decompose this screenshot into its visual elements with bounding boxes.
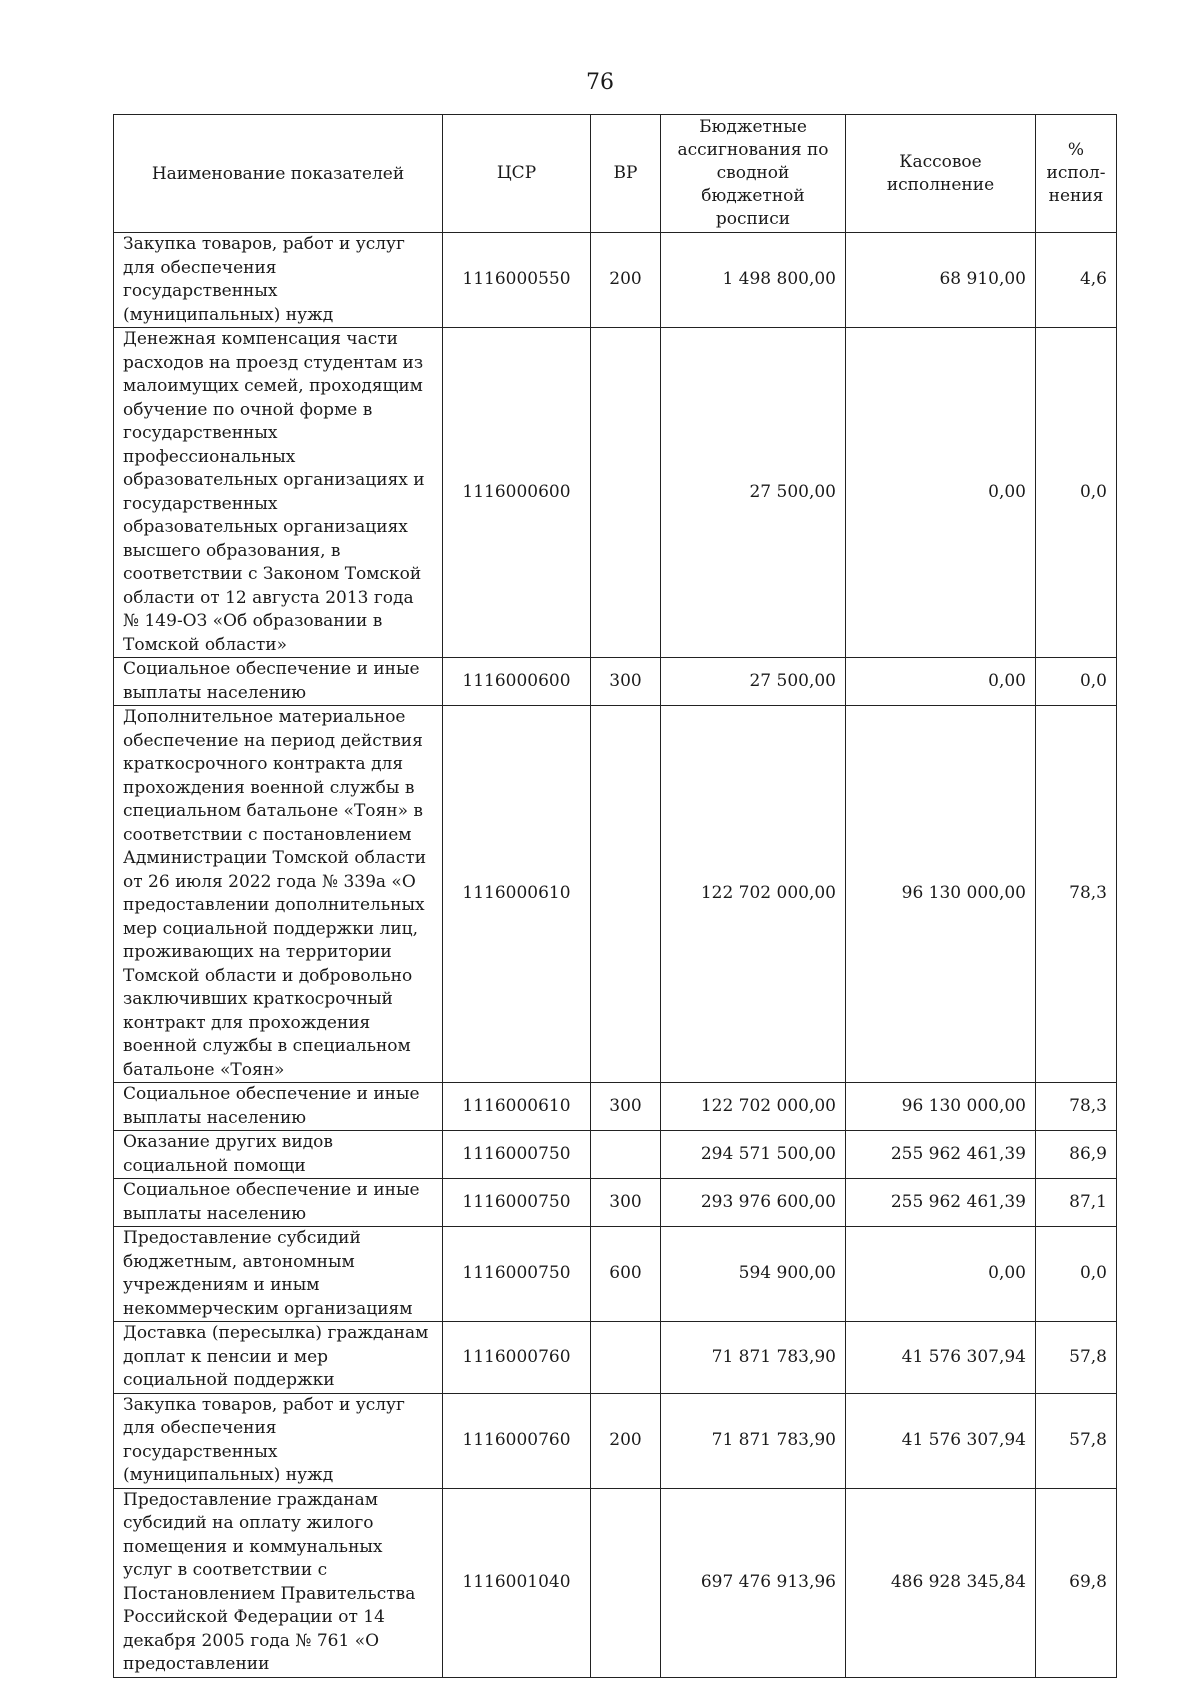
cell-budget: 294 571 500,00 [661,1131,846,1179]
table-row [114,1131,1117,1179]
cell-csr: 1116000760 [443,1393,591,1488]
table-header-row [114,115,1117,233]
cell-budget: 122 702 000,00 [661,1083,846,1131]
page-number: 76 [586,70,614,95]
header-budget: Бюджетные ассигнования по сводной бюджетной росписи [661,115,846,233]
cell-vr [591,328,661,658]
cell-csr: 1116000600 [443,658,591,706]
cell-csr: 1116000760 [443,1322,591,1394]
cell-budget: 27 500,00 [661,328,846,658]
cell-percent: 0,0 [1036,328,1117,658]
cell-name: Социальное обеспечение и иные выплаты населению [114,1083,443,1131]
cell-vr: 200 [591,233,661,328]
cell-percent: 78,3 [1036,1083,1117,1131]
table-row [114,1488,1117,1677]
cell-percent: 78,3 [1036,706,1117,1083]
cell-percent: 69,8 [1036,1488,1117,1677]
header-cash: Кассовое исполнение [846,115,1036,233]
cell-cash: 486 928 345,84 [846,1488,1036,1677]
cell-name: Социальное обеспечение и иные выплаты населению [114,1179,443,1227]
cell-name: Закупка товаров, работ и услуг для обеспечения государственных (муниципальных) нужд [114,233,443,328]
cell-name: Доставка (пересылка) гражданам доплат к пенсии и мер социальной поддержки [114,1322,443,1394]
cell-cash: 41 576 307,94 [846,1322,1036,1394]
cell-percent: 0,0 [1036,658,1117,706]
table-row [114,233,1117,328]
cell-vr [591,1322,661,1394]
cell-cash: 96 130 000,00 [846,706,1036,1083]
cell-percent: 4,6 [1036,233,1117,328]
budget-execution-table [113,114,1117,1678]
header-vr: ВР [591,115,661,233]
cell-percent: 0,0 [1036,1227,1117,1322]
cell-name: Дополнительное материальное обеспечение на период действия краткосрочного контракта для прохождения военной службы в специальном батальоне «Тоян» в соответствии с постановлением Администрации Томской области от 26 июля 2022 года № 339а «О предоставлении дополнительных мер социальной поддержки лиц, проживающих на территории Томской области и добровольно заключивших краткосрочный контракт для прохождения военной службы в специальном батальоне «Тоян» [114,706,443,1083]
cell-cash: 0,00 [846,1227,1036,1322]
cell-cash: 255 962 461,39 [846,1131,1036,1179]
cell-vr: 300 [591,1083,661,1131]
cell-csr: 1116000550 [443,233,591,328]
header-csr: ЦСР [443,115,591,233]
cell-vr: 600 [591,1227,661,1322]
cell-percent: 57,8 [1036,1393,1117,1488]
cell-csr: 1116000750 [443,1179,591,1227]
header-percent: % испол-нения [1036,115,1117,233]
cell-vr [591,1131,661,1179]
table-body [114,233,1117,1678]
table-row [114,1179,1117,1227]
table-row [114,1322,1117,1394]
cell-vr: 300 [591,658,661,706]
cell-cash: 96 130 000,00 [846,1083,1036,1131]
cell-csr: 1116000600 [443,328,591,658]
cell-percent: 86,9 [1036,1131,1117,1179]
cell-vr: 300 [591,1179,661,1227]
cell-cash: 41 576 307,94 [846,1393,1036,1488]
cell-csr: 1116001040 [443,1488,591,1677]
cell-budget: 122 702 000,00 [661,706,846,1083]
cell-cash: 0,00 [846,328,1036,658]
cell-vr [591,1488,661,1677]
table-row [114,1393,1117,1488]
cell-name: Оказание других видов социальной помощи [114,1131,443,1179]
cell-budget: 71 871 783,90 [661,1322,846,1394]
table-row [114,658,1117,706]
table-row [114,706,1117,1083]
cell-budget: 293 976 600,00 [661,1179,846,1227]
cell-name: Социальное обеспечение и иные выплаты населению [114,658,443,706]
cell-csr: 1116000750 [443,1227,591,1322]
table-row [114,1083,1117,1131]
cell-percent: 87,1 [1036,1179,1117,1227]
cell-csr: 1116000610 [443,1083,591,1131]
cell-name: Денежная компенсация части расходов на проезд студентам из малоимущих семей, проходящим обучение по очной форме в государственных профессиональных образовательных организациях и государственных образовательных организациях высшего образования, в соответствии с Законом Томской области от 12 августа 2013 года № 149-ОЗ «Об образовании в Томской области» [114,328,443,658]
table-row [114,1227,1117,1322]
cell-vr: 200 [591,1393,661,1488]
cell-vr [591,706,661,1083]
cell-name: Предоставление гражданам субсидий на оплату жилого помещения и коммунальных услуг в соответствии с Постановлением Правительства Российской Федерации от 14 декабря 2005 года № 761 «О предоставлении [114,1488,443,1677]
cell-cash: 255 962 461,39 [846,1179,1036,1227]
header-name: Наименование показателей [114,115,443,233]
cell-csr: 1116000610 [443,706,591,1083]
cell-budget: 594 900,00 [661,1227,846,1322]
cell-percent: 57,8 [1036,1322,1117,1394]
cell-cash: 68 910,00 [846,233,1036,328]
cell-budget: 697 476 913,96 [661,1488,846,1677]
cell-budget: 27 500,00 [661,658,846,706]
cell-budget: 71 871 783,90 [661,1393,846,1488]
cell-name: Предоставление субсидий бюджетным, автономным учреждениям и иным некоммерческим организациям [114,1227,443,1322]
cell-name: Закупка товаров, работ и услуг для обеспечения государственных (муниципальных) нужд [114,1393,443,1488]
table-row [114,328,1117,658]
cell-budget: 1 498 800,00 [661,233,846,328]
cell-csr: 1116000750 [443,1131,591,1179]
cell-cash: 0,00 [846,658,1036,706]
